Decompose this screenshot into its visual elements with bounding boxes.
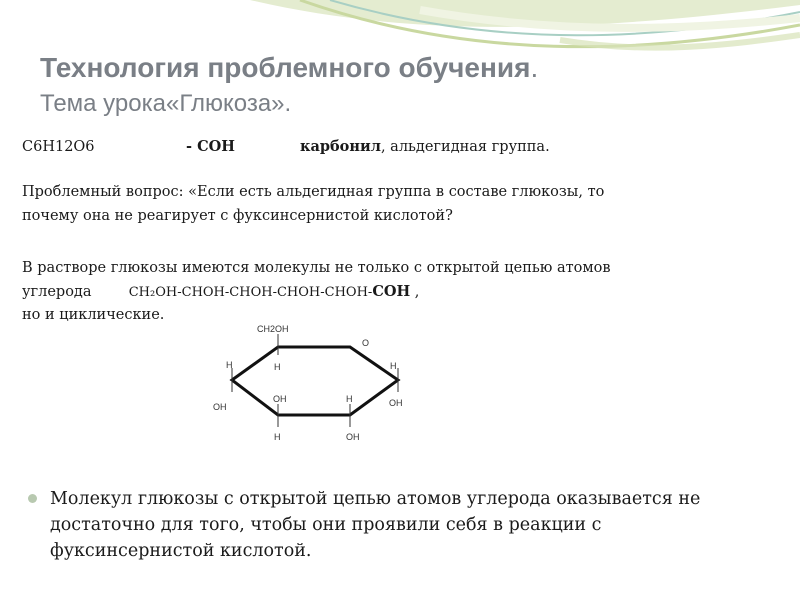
- question-line-1: Проблемный вопрос: «Если есть альдегидная группа в составе глюкозы, то: [22, 184, 605, 200]
- pyranose-ring: [232, 347, 398, 415]
- formula: C6H12O6: [22, 139, 95, 155]
- label-h-left: H: [226, 360, 233, 370]
- label-h-right: H: [390, 361, 397, 371]
- label-oh-right: OH: [389, 398, 403, 408]
- label-h-mid: H: [346, 394, 353, 404]
- aldehyde-group: - СОН: [186, 138, 235, 155]
- label-ring-oxygen: O: [362, 338, 370, 348]
- bullet-icon: [28, 494, 37, 503]
- label-h-top: H: [274, 362, 281, 372]
- solution-line-2: углерода CH₂OH-CHOH-CHOH-CHOH-CHOH-COH ,: [22, 283, 420, 300]
- conclusion-text: Молекул глюкозы с открытой цепью атомов углерода оказывается не достаточно для того, чтобы они проявили себя в реакции с фуксинсернистой кислотой.: [50, 489, 701, 561]
- page-subtitle: Тема урока«Глюкоза».: [40, 90, 292, 117]
- page-title: Технология проблемного обучения.: [40, 52, 539, 83]
- solution-line-1: В растворе глюкозы имеются молекулы не только с открытой цепью атомов: [22, 260, 611, 276]
- carbonyl-description: карбонил, альдегидная группа.: [300, 138, 550, 155]
- label-oh-bottom: OH: [346, 432, 360, 442]
- solution-line-3: но и циклические.: [22, 307, 165, 323]
- label-oh-left: OH: [213, 402, 227, 412]
- label-h-bottom: H: [274, 432, 281, 442]
- label-ch2oh: CH2OH: [257, 324, 289, 334]
- question-line-2: почему она не реагирует с фуксинсернистой кислотой?: [22, 208, 453, 224]
- label-oh-mid: OH: [273, 394, 287, 404]
